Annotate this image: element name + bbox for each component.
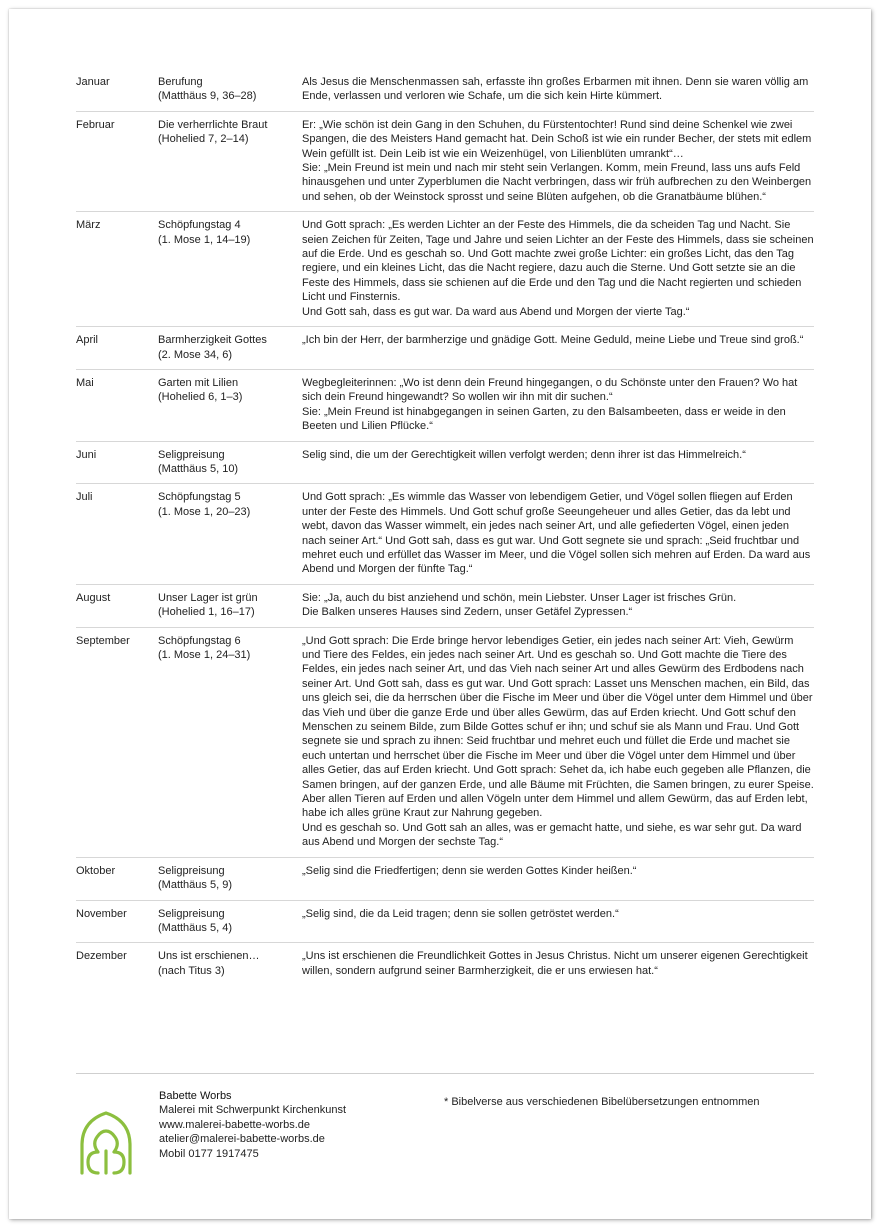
month-name: Januar: [76, 76, 110, 88]
month-name: Dezember: [76, 950, 127, 963]
motif-title: Uns ist erschienen…: [158, 950, 260, 963]
month-name: Juni: [76, 448, 97, 461]
month-row: [76, 112, 814, 212]
verse-paragraph: „Ich bin der Herr, der barmherzige und gnädige Gott. Meine Geduld, meine Liebe und Treue sind groß.“: [302, 334, 804, 347]
verse-paragraph: Und Gott sprach: „Es werden Lichter an der Feste des Himmels, die da scheiden Tag und Nacht. Sie seien Zeichen für Zeiten, Tage und Jahre und seien Lichter an der Feste des Himmels, dass sie scheinen auf die Erde. Und es geschah so. Und Gott machte zwei große Lichter: ein großes Licht, das den Tag regiere, und ein kleines Licht, das die Nacht regiere, dazu auch die Sterne. Und Gott setzte sie an die Feste des Himmels, dass sie schienen auf die Erde und den Tag und die Nacht regierten und schieden Licht und Finsternis.: [302, 219, 814, 304]
month-name: April: [76, 334, 99, 347]
calendar-verse-table: [76, 69, 814, 985]
verse-paragraph: „Selig sind, die da Leid tragen; denn sie sollen getröstet werden.“: [302, 907, 619, 920]
bible-reference: (1. Mose 1, 24–31): [158, 649, 251, 661]
verse-paragraph: „Selig sind die Friedfertigen; denn sie werden Gottes Kinder heißen.“: [302, 864, 637, 877]
document-page: [9, 9, 871, 1219]
contact-block: [159, 1089, 346, 1161]
bible-reference: (Hohelied 7, 2–14): [158, 133, 249, 146]
month-row: [76, 69, 814, 112]
bible-reference: (2. Mose 34, 6): [158, 348, 232, 361]
motif-cell: [158, 949, 302, 978]
artist-tagline: Malerei mit Schwerpunkt Kirchenkunst: [159, 1104, 347, 1117]
month-row: [76, 442, 814, 485]
motif-cell: [158, 218, 302, 319]
motif-cell: [158, 376, 302, 434]
verse-text: [302, 907, 814, 936]
motif-title: Schöpfungstag 4: [158, 219, 241, 232]
month-name: September: [76, 634, 130, 647]
verse-paragraph: Selig sind, die um der Gerechtigkeit willen verfolgt werden; denn ihrer ist das Himmelreich.“: [302, 448, 746, 461]
verse-text: [302, 376, 814, 434]
month-name: März: [76, 219, 101, 232]
bible-reference: (Hohelied 1, 16–17): [158, 606, 255, 619]
website-link[interactable]: www.malerei-babette-worbs.de: [159, 1118, 311, 1131]
verse-text: [302, 634, 814, 850]
email-link[interactable]: atelier@malerei-babette-worbs.de: [159, 1133, 325, 1146]
bible-reference: (Matthäus 5, 4): [158, 921, 232, 934]
verse-paragraph: Und Gott sprach: „Es wimmle das Wasser von lebendigem Getier, und Vögel sollen fliegen auf Erden unter der Feste des Himmels. Und Gott schuf große Seeungeheuer und alles Getier, das da lebt und webt, davon das Wasser wimmelt, ein jedes nach seiner Art, und alle gefiederten Vögel, einen jeden nach seiner Art.“ Und Gott sah, dass es gut war. Und Gott segnete sie und sprach: „Seid fruchtbar und mehret euch und erfüllet das Wasser im Meer, und die Vögel sollen sich mehren auf Erden. Da ward aus Abend und Morgen der fünfte Tag.“: [302, 491, 811, 576]
month-name: November: [76, 907, 127, 920]
verse-text: [302, 118, 814, 204]
month-name: Juli: [76, 491, 93, 504]
bible-reference: (1. Mose 1, 14–19): [158, 233, 251, 246]
verse-paragraph: „Und Gott sprach: Die Erde bringe hervor lebendiges Getier, ein jedes nach seiner Art: Vieh, Gewürm und Tiere des Feldes, ein jedes nach seiner Art. Und es geschah so. Und Gott machte die Tiere des Feldes, ein jedes nach seiner Art, und das Vieh nach seiner Art und alles Gewürm des Erdbodens nach seiner Art. Und Gott sah, dass es gut war. Und Gott sprach: Lasset uns Menschen machen, ein Bild, das uns gleich sei, die da herrschen über die Fische im Meer und über die Vögel unter dem Himmel und über das Vieh und über die ganze Erde und über alles Gewürm, das auf Erden kriecht. Und Gott schuf den Menschen zu seinem Bilde, zum Bilde Gottes schuf er ihn; und schuf sie als Mann und Frau. Und Gott segnete sie und sprach zu ihnen: Seid fruchtbar und mehret euch und füllet die Erde und machet sie euch untertan und herrschet über die Fische im Meer und über die Vögel unter dem Himmel und über alles Getier, das auf Erden kriecht. Und Gott sprach: Sehet da, ich habe euch gegeben alle Pflanzen, die Samen bringen, auf der ganzen Erde, und alle Bäume mit Früchten, die Samen bringen, zu eurer Speise. Aber allen Tieren auf Erden und allen Vögeln unter dem Himmel und allem Gewürm, das auf Erden lebt, habe ich alles grüne Kraut zur Nahrung gegeben.: [302, 634, 814, 820]
month-name: Oktober: [76, 864, 116, 877]
motif-cell: [158, 634, 302, 850]
motif-cell: [158, 448, 302, 477]
motif-cell: [158, 118, 302, 204]
bible-reference: (1. Mose 1, 20–23): [158, 505, 251, 518]
verse-paragraph: Und Gott sah, dass es gut war. Da ward aus Abend und Morgen der vierte Tag.“: [302, 305, 690, 318]
verse-paragraph: Er: „Wie schön ist dein Gang in den Schuhen, du Fürstentochter! Rund sind deine Schenkel wie zwei Spangen, die des Meisters Hand gemacht hat. Dein Schoß ist wie ein runder Becher, der stets mit edlem Wein gefüllt ist. Dein Leib ist wie ein Weizenhügel, von Lilienblüten umrankt“…: [302, 118, 812, 160]
motif-cell: [158, 333, 302, 362]
verse-text: [302, 218, 814, 319]
motif-title: Schöpfungstag 6: [158, 634, 241, 647]
motif-cell: [158, 591, 302, 620]
motif-title: Seligpreisung: [158, 448, 225, 461]
verse-text: [302, 333, 814, 362]
motif-cell: [158, 75, 302, 104]
motif-title: Berufung: [158, 76, 203, 88]
month-row: [76, 943, 814, 985]
motif-title: Barmherzigkeit Gottes: [158, 334, 267, 347]
verse-text: [302, 591, 814, 620]
motif-title: Seligpreisung: [158, 864, 225, 877]
verse-paragraph: Und es geschah so. Und Gott sah an alles, was er gemacht hatte, und siehe, es war sehr gut. Da ward aus Abend und Morgen der sechste Tag.“: [302, 821, 802, 849]
month-name: Februar: [76, 118, 115, 131]
month-row: [76, 585, 814, 628]
month-row: [76, 901, 814, 944]
motif-cell: [158, 490, 302, 576]
footer-divider: [76, 1073, 814, 1074]
verse-text: [302, 864, 814, 893]
verse-text: [302, 490, 814, 576]
motif-title: Garten mit Lilien: [158, 376, 239, 389]
verse-paragraph: Als Jesus die Menschenmassen sah, erfasste ihn großes Erbarmen mit ihnen. Denn sie waren völlig am Ende, verlassen und verloren wie Schafe, um die sich kein Hirte kümmert.: [302, 76, 809, 103]
verse-paragraph: Sie: „Mein Freund ist mein und nach mir steht sein Verlangen. Komm, mein Freund, lass uns aufs Feld hinausgehen und unter Zyperblumen die Nacht verbringen, dass wir früh aufbrechen zu den Weinbergen und sehen, ob der Weinstock sprosst und seine Blüten aufgehen, ob die Granatbäume blühen.“: [302, 162, 812, 203]
motif-title: Unser Lager ist grün: [158, 591, 258, 604]
bible-reference: (Matthäus 5, 9): [158, 879, 232, 892]
verse-paragraph: „Uns ist erschienen die Freundlichkeit Gottes in Jesus Christus. Nicht um unserer eigenen Gerechtigkeit willen, sondern aufgrund seiner Barmherzigkeit, die er uns erwiesen hat.“: [302, 950, 808, 977]
bible-reference: (Matthäus 5, 10): [158, 462, 239, 475]
month-row: [76, 212, 814, 327]
verse-paragraph: Wegbegleiterinnen: „Wo ist denn dein Freund hingegangen, o du Schönste unter den Frauen? Wo hat sich dein Freund hingewandt? So wollen wir ihn mit dir suchen.“: [302, 376, 798, 404]
month-row: [76, 327, 814, 370]
month-row: [76, 370, 814, 442]
artist-name: Babette Worbs: [159, 1090, 232, 1102]
month-row: [76, 628, 814, 858]
verse-paragraph: Sie: „Ja, auch du bist anziehend und schön, mein Liebster. Unser Lager ist frisches Grün.: [302, 591, 737, 604]
verse-paragraph: Die Balken unseres Hauses sind Zedern, unser Getäfel Zypressen.“: [302, 606, 633, 619]
bible-reference: (Matthäus 9, 36–28): [158, 90, 257, 103]
motif-title: Schöpfungstag 5: [158, 491, 241, 504]
verse-text: [302, 75, 814, 104]
month-row: [76, 484, 814, 584]
bible-reference: (nach Titus 3): [158, 964, 225, 977]
month-name: August: [76, 591, 111, 604]
footnote: * Bibelverse aus verschiedenen Bibelübersetzungen entnommen: [444, 1096, 760, 1108]
motif-title: Seligpreisung: [158, 907, 225, 920]
verse-paragraph: Sie: „Mein Freund ist hinabgegangen in seinen Garten, zu den Balsambeeten, dass er weide in den Beeten und Lilien Pflücke.“: [302, 405, 786, 433]
month-row: [76, 858, 814, 901]
month-name: Mai: [76, 376, 94, 389]
motif-title: Die verherrlichte Braut: [158, 118, 268, 131]
bible-reference: (Hohelied 6, 1–3): [158, 391, 243, 404]
motif-cell: [158, 864, 302, 893]
verse-text: [302, 949, 814, 978]
verse-text: [302, 448, 814, 477]
motif-cell: [158, 907, 302, 936]
trefoil-arch-icon: [78, 1111, 134, 1175]
phone-number: Mobil 0177 1917475: [159, 1147, 259, 1160]
